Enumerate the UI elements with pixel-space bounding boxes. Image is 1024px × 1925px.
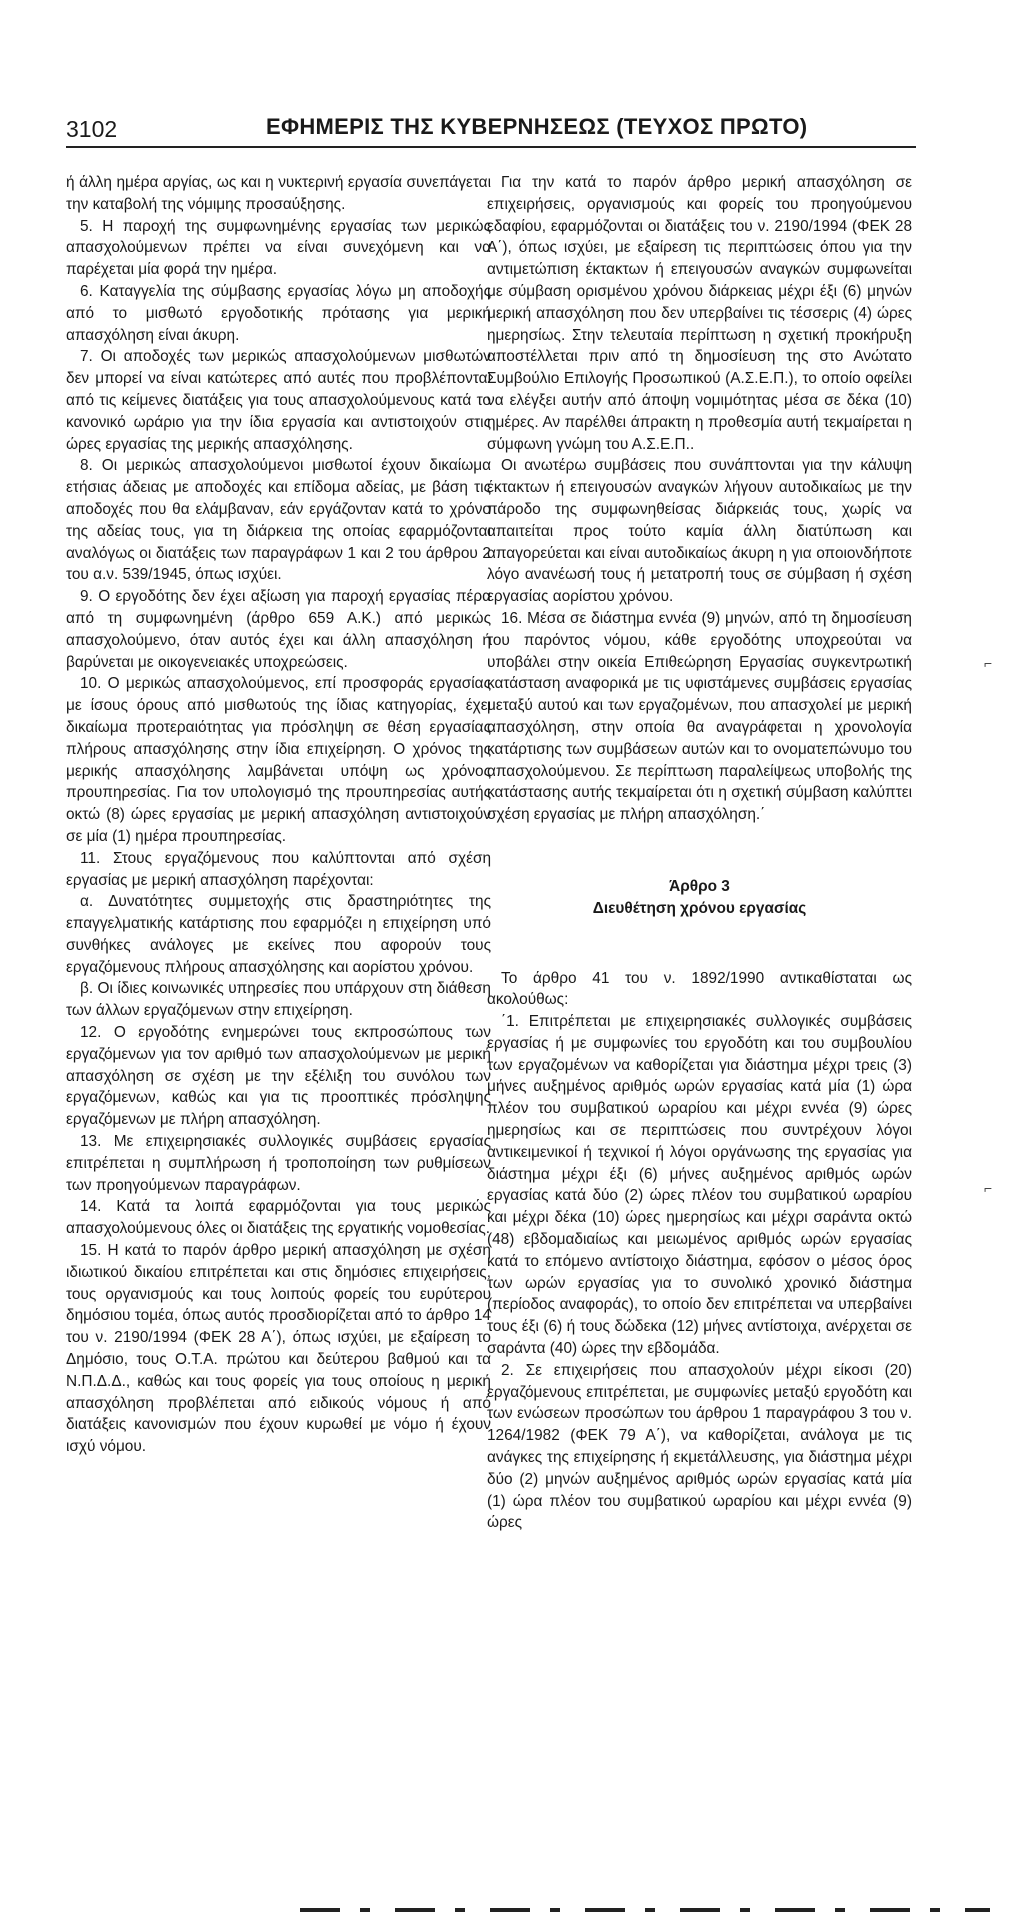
article-title: Διευθέτηση χρόνου εργασίας	[592, 899, 807, 917]
paragraph: Οι ανωτέρω συμβάσεις που συνάπτονται για την κάλυψη έκτακτων ή επειγουσών αναγκών λήγουν αυτοδικαίως με την πάροδο της συμφωνηθείσας διάρκειάς τους, χωρίς να απαιτείται προς τούτο καμία άλλη διατύπωση και απαγορεύεται και είναι αυτοδικαίως άκυρη η για οποιονδήποτε λόγο ανανέωσή τους ή μετατροπή τους σε σύμβαση ή σχέση εργασίας αορίστου χρόνου.	[487, 457, 912, 606]
bottom-rule	[300, 1908, 990, 1912]
paragraph: 6. Καταγγελία της σύμβασης εργασίας λόγω μη αποδοχής από το μισθωτό εργοδοτικής πρότασης για μερική απασχόληση είναι άκυρη.	[66, 282, 491, 344]
paragraph: β. Οι ίδιες κοινωνικές υπηρεσίες που υπάρχουν στη διάθεση των άλλων εργαζόμενων στην επιχείρηση.	[66, 980, 491, 1020]
paragraph: 12. Ο εργοδότης ενημερώνει τους εκπροσώπους των εργαζόμενων για τον αριθμό των απασχολούμενων με μερική απασχόληση σε σχέση με την εξέλιξη του συνόλου των εργαζόμενων, καθώς και για τις προοπτικές πρόσληψης εργαζόμενων με πλήρη απασχόληση.	[66, 1024, 491, 1129]
paragraph: 14. Κατά τα λοιπά εφαρμόζονται για τους μερικώς απασχολούμενους όλες οι διατάξεις της εργατικής νομοθεσίας.	[66, 1198, 491, 1238]
paragraph: 16. Μέσα σε διάστημα εννέα (9) μηνών, από τη δημοσίευση του παρόντος νόμου, κάθε εργοδότης υποχρεούται να υποβάλει στην οικεία Επιθεώρηση Εργασίας συγκεντρωτική κατάσταση αναφορικά με τις υφιστάμενες συμβάσεις εργασίας μεταξύ αυτού και των εργαζομένων, που απασχολεί με μερική απασχόληση, στην οποία θα αναγράφεται η χρονολογία κατάρτισης των συμβάσεων αυτών και το ονοματεπώνυμο του απασχολούμενου. Σε περίπτωση παραλείψεως υποβολής της κατάστασης αυτής τεκμαίρεται ότι η σχετική σύμβαση καλύπτει σχέση εργασίας με πλήρη απασχόληση.΄	[487, 609, 912, 824]
paragraph: 8. Οι μερικώς απασχολούμενοι μισθωτοί έχουν δικαίωμα ετήσιας άδειας με αποδοχές και επίδομα αδείας, με βάση τις αποδοχές που θα ελάμβαναν, εάν εργάζονταν κατά το χρόνο της αδείας τους, για τη διάρκεια της οποίας εφαρμόζονται αναλόγως οι διατάξεις των παραγράφων 1 και 2 του άρθρου 2 του α.ν. 539/1945, όπως ισχύει.	[66, 457, 491, 584]
article-number: Άρθρο 3	[669, 877, 730, 895]
margin-mark: ⌐	[984, 1180, 993, 1196]
paragraph: α. Δυνατότητες συμμετοχής στις δραστηριότητες της επαγγελματικής κατάρτισης που εφαρμόζει η επιχείρηση υπό συνθήκες ανάλογες με εκείνες που αφορούν τους εργαζόμενους πλήρους απασχόλησης και αορίστου χρόνου.	[66, 893, 491, 976]
paragraph: 10. Ο μερικώς απασχολούμενος, επί προσφοράς εργασίας με ίσους όρους από μισθωτούς της ίδιας κατηγορίας, έχει δικαίωμα προτεραιότητας για πρόσληψη σε θέση εργασίας πλήρους απασχόλησης στην ίδια επιχείρηση. Ο χρόνος της μερικής απασχόλησης λαμβάνεται υπόψη ως χρόνος προυπηρεσίας. Για τον υπολογισμό της προυπηρεσίας αυτής οκτώ (8) ώρες εργασίας με μερική απασχόληση αντιστοιχούν σε μία (1) ημέρα προυπηρεσίας.	[66, 675, 491, 845]
paragraph: ή άλλη ημέρα αργίας, ως και η νυκτερινή εργασία συνεπάγεται την καταβολή της νόμιμης προσαύξησης.	[66, 174, 491, 213]
gazette-title: ΕΦΗΜΕΡΙΣ ΤΗΣ ΚΥΒΕΡΝΗΣΕΩΣ (ΤΕΥΧΟΣ ΠΡΩΤΟ)	[266, 114, 808, 139]
paragraph: 9. Ο εργοδότης δεν έχει αξίωση για παροχή εργασίας πέρα από τη συμφωνημένη (άρθρο 659 Α.Κ.) από μερικώς απασχολούμενο, όταν αυτός έχει και άλλη απασχόληση ή βαρύνεται με οικογενειακές υποχρεώσεις.	[66, 588, 491, 671]
paragraph: 15. Η κατά το παρόν άρθρο μερική απασχόληση με σχέση ιδιωτικού δικαίου επιτρέπεται και στις δημόσιες επιχειρήσεις, τους οργανισμούς και τους λοιπούς φορείς του ευρύτερου δημόσιου τομέα, όπως αυτός προσδιορίζεται από το άρθρο 14 του ν. 2190/1994 (ΦΕΚ 28 Α΄), όπως ισχύει, με εξαίρεση το Δημόσιο, τους Ο.Τ.Α. πρώτου και δεύτερου βαθμού και τα Ν.Π.Δ.Δ., καθώς και τους φορείς για τους οποίους η μερική απασχόληση προβλέπεται από ειδικούς νόμους ή από διατάξεις κανονισμών που έχουν κυρωθεί με νόμο ή έχουν ισχύ νόμου.	[66, 1242, 491, 1456]
paragraph: ΄1. Επιτρέπεται με επιχειρησιακές συλλογικές συμβάσεις εργασίας ή με συμφωνίες του εργοδότη και του συμβουλίου των εργαζομένων να καθορίζεται για διάστημα μέχρι τρεις (3) μήνες αυξημένος αριθμός ωρών εργασίας κατά μία (1) ώρα πλέον του συμβατικού ωραρίου και μέχρι εννέα (9) ώρες ημερησίως και σε περιπτώσεις που συντρέχουν λόγοι αντικειμενικοί ή τεχνικοί ή λόγοι οργάνωσης της εργασίας για διάστημα μέχρι έξι (6) μήνες αυξημένος αριθμός ωρών εργασίας κατά δύο (2) ώρες πλέον του συμβατικού ωραρίου και μέχρι δέκα (10) ώρες ημερησίως και μέχρι σαράντα οκτώ (48) εβδομαδιαίως και μειωμένος αριθμός ωρών εργασίας κατά το επόμενο αντίστοιχο διάστημα, εφόσον ο μέσος όρος των ωρών εργασίας για το συνολικό χρονικό διάστημα (περίοδος αναφοράς), το οποίο δεν επιτρέπεται να υπερβαίνει τους έξι (6) ή τους δώδεκα (12) μήνες αντίστοιχα, ανέρχεται σε σαράντα (40) ώρες την εβδομάδα.	[487, 1013, 912, 1358]
paragraph: 7. Οι αποδοχές των μερικώς απασχολούμενων μισθωτών δεν μπορεί να είναι κατώτερες από αυτές που προβλέπονται από τις κείμενες διατάξεις για τους απασχολούμενους κατά το κανονικό ωράριο για την ίδια εργασία και αντιστοιχούν στις ώρες εργασίας της μερικής απασχόλησης.	[66, 348, 491, 453]
left-column	[66, 172, 491, 1458]
paragraph: 5. Η παροχή της συμφωνημένης εργασίας των μερικώς απασχολούμενων πρέπει να είναι συνεχόμενη και να παρέχεται μία φορά την ημέρα.	[66, 217, 491, 279]
page-header	[66, 112, 916, 148]
paragraph: Για την κατά το παρόν άρθρο μερική απασχόληση σε επιχειρήσεις, οργανισμούς και φορείς του προηγούμενου εδαφίου, εφαρμόζονται οι διατάξεις του ν. 2190/1994 (ΦΕΚ 28 Α΄), όπως ισχύει, με εξαίρεση τις περιπτώσεις όπου για την αντιμετώπιση έκτακτων ή επειγουσών αναγκών συμφωνείται με σύμβαση ορισμένου χρόνου διάρκειας μέχρι έξι (6) μηνών μερική απασχόληση που δεν υπερβαίνει τις τέσσερις (4) ώρες ημερησίως. Στην τελευταία περίπτωση η σχετική προκήρυξη αποστέλλεται πριν από τη δημοσίευση της στο Ανώτατο Συμβούλιο Επιλογής Προσωπικού (Α.Σ.Ε.Π.), το οποίο οφείλει να ελέγξει αυτήν από άποψη νομιμότητας μέσα σε δέκα (10) ημέρες. Αν παρέλθει άπρακτη η προθεσμία αυτή τεκμαίρεται η σύμφωνη γνώμη του Α.Σ.Ε.Π..	[487, 174, 912, 453]
right-column	[487, 172, 912, 1534]
paragraph: 2. Σε επιχειρήσεις που απασχολούν μέχρι είκοσι (20) εργαζόμενους επιτρέπεται, με συμφωνίες μεταξύ εργοδότη και των ενώσεων προσώπων του άρθρου 1 παραγράφου 3 του ν. 1264/1982 (ΦΕΚ 79 Α΄), να καθορίζεται, ανάλογα με τις ανάγκες της επιχείρησης ή εκμετάλλευσης, για διάστημα μέχρι δύο (2) μηνών αυξημένος αριθμός ωρών εργασίας κατά μία (1) ώρα πλέον του συμβατικού ωραρίου και μέχρι εννέα (9) ώρες	[487, 1361, 912, 1532]
paragraph: 11. Στους εργαζόμενους που καλύπτονται από σχέση εργασίας με μερική απασχόληση παρέχονται:	[66, 849, 491, 889]
paragraph: 13. Με επιχειρησιακές συλλογικές συμβάσεις εργασίας επιτρέπεται η συμπλήρωση ή τροποποίηση των ρυθμίσεων των προηγούμενων παραγράφων.	[66, 1133, 491, 1194]
page-number: 3102	[66, 116, 118, 142]
margin-mark: ⌐	[984, 655, 993, 671]
paragraph: Το άρθρο 41 του ν. 1892/1990 αντικαθίσταται ως ακολούθως:	[487, 969, 912, 1009]
